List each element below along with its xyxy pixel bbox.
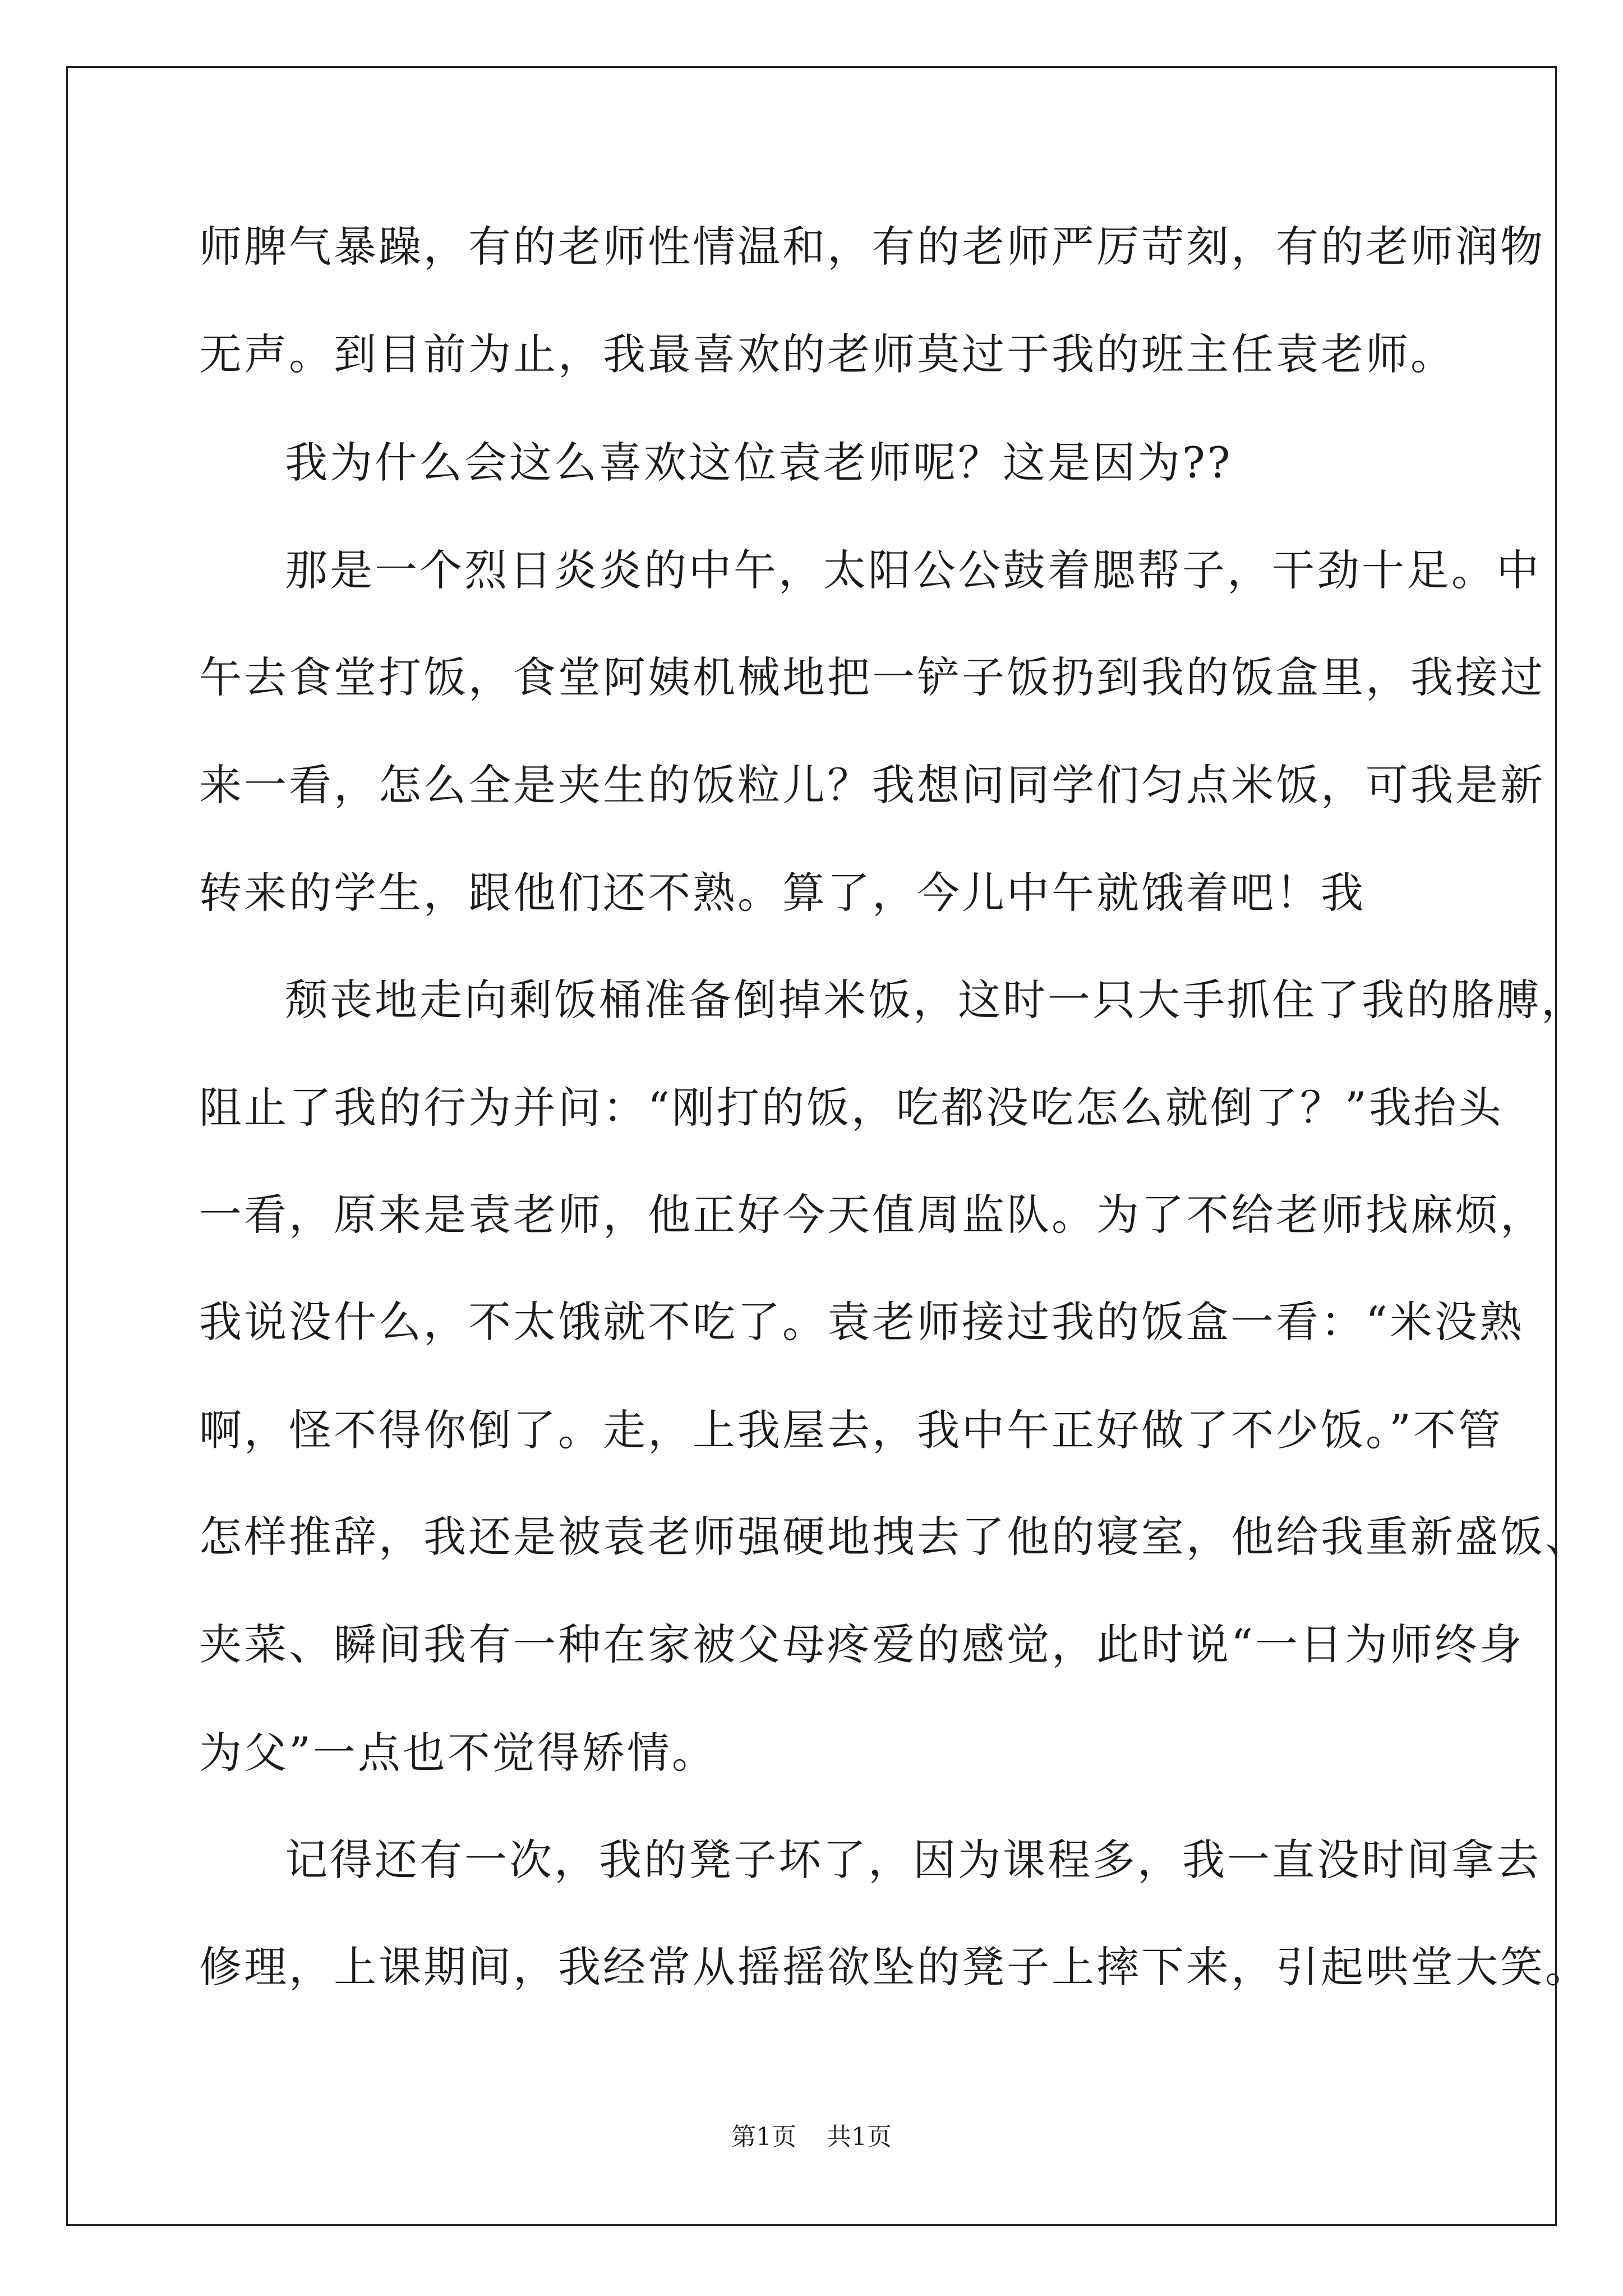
page-number: 第1页	[731, 2123, 796, 2151]
page-footer	[0, 2120, 1623, 2154]
page-border	[66, 66, 1557, 2226]
text-line: 阻止了我的行为并问：“刚打的饭，吃都没吃怎么就倒了？”我抬头	[199, 1083, 1504, 1133]
text-line: 一看，原来是袁老师，他正好今天值周监队。为了不给老师找麻烦，	[199, 1190, 1545, 1240]
page-total: 共1页	[827, 2123, 892, 2151]
paragraph-start: 记得还有一次，我的凳子坏了，因为课程多，我一直没时间拿去	[285, 1835, 1541, 1885]
paragraph-start: 颓丧地走向剩饭桶准备倒掉米饭，这时一只大手抓住了我的胳膊，	[285, 975, 1586, 1025]
text-line: 啊，怪不得你倒了。走，上我屋去，我中午正好做了不少饭。”不管	[199, 1405, 1503, 1455]
text-line: 午去食堂打饭，食堂阿姨机械地把一铲子饭扔到我的饭盒里，我接过	[199, 652, 1545, 702]
text-line: 修理，上课期间，我经常从摇摇欲坠的凳子上摔下来，引起哄堂大笑。	[199, 1942, 1590, 1992]
text-line: 师脾气暴躁，有的老师性情温和，有的老师严厉苛刻，有的老师润物	[199, 222, 1545, 272]
text-line: 我说没什么，不太饿就不吃了。袁老师接过我的饭盒一看：“米没熟	[199, 1297, 1524, 1347]
text-line: 为父”一点也不觉得矫情。	[199, 1728, 717, 1778]
text-line: 夹菜、瞬间我有一种在家被父母疼爱的感觉，此时说“一日为师终身	[199, 1619, 1524, 1669]
text-line: 怎样推辞，我还是被袁老师强硬地拽去了他的寝室，他给我重新盛饭、	[199, 1512, 1590, 1562]
text-line: 无声。到目前为止，我最喜欢的老师莫过于我的班主任袁老师。	[199, 329, 1455, 379]
paragraph-start: 我为什么会这么喜欢这位袁老师呢？这是因为??	[285, 438, 1233, 487]
text-line: 来一看，怎么全是夹生的饭粒儿？我想问同学们匀点米饭，可我是新	[199, 760, 1545, 810]
text-line: 转来的学生，跟他们还不熟。算了，今儿中午就饿着吧！我	[199, 868, 1366, 918]
paragraph-start: 那是一个烈日炎炎的中午，太阳公公鼓着腮帮子，干劲十足。中	[285, 545, 1541, 595]
